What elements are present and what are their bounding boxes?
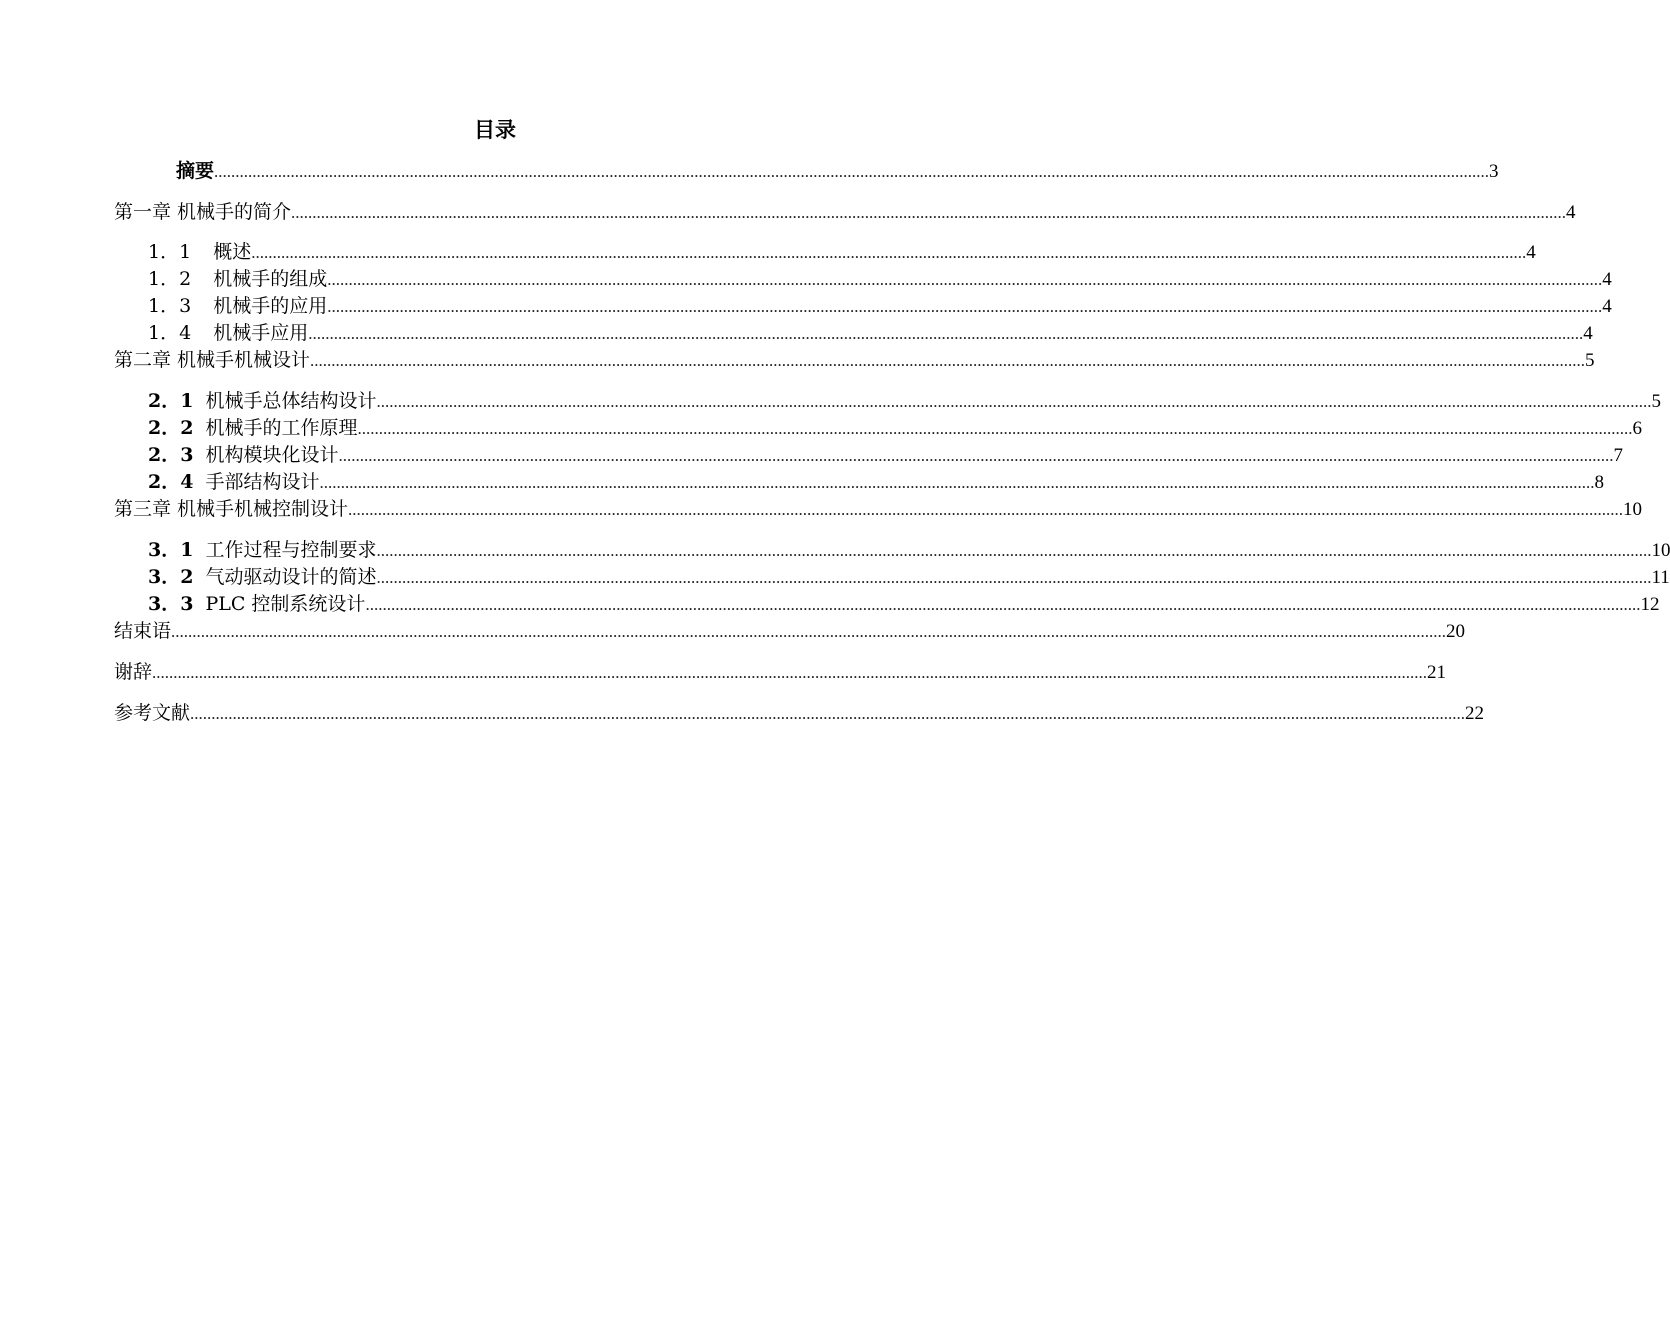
toc-entry-1-2[interactable] [148,264,1612,290]
toc-entry-references[interactable] [114,698,1485,724]
toc-entry-label: 第一章 机械手的简介 [114,201,292,223]
toc-entry-page: 4 [1602,269,1612,290]
toc-entry-page: 8 [1594,472,1604,493]
toc-entry-number: 2．2 [148,417,194,439]
toc-entry-conclusion[interactable] [114,616,1466,642]
toc-entry-1-4[interactable] [148,318,1593,344]
toc-entry-page: 10 [1623,499,1643,520]
toc-entry-3-3[interactable] [148,589,1660,615]
toc-entry-label: 气动驱动设计的简述 [205,566,377,588]
toc-title: 目录 [474,117,516,142]
toc-entry-page: 7 [1613,445,1623,466]
toc-entry-number: 2．1 [148,390,194,412]
toc-entry-1-3[interactable] [148,291,1612,317]
toc-entry-chapter-2[interactable] [114,345,1595,371]
toc-entry-2-3[interactable] [148,440,1623,466]
toc-entry-page: 5 [1585,350,1595,371]
toc-entry-page: 4 [1602,296,1612,317]
toc-entry-label: 第三章 机械手机械控制设计 [114,498,349,520]
dot-leader: ............................................................................................................................................................................................................................................................................................................ [171,622,1447,641]
toc-entry-chapter-1[interactable] [114,197,1576,223]
toc-entry-label: 机械手总体结构设计 [205,390,377,412]
toc-entry-label: 第二章 机械手机械设计 [114,349,311,371]
toc-entry-number: 3．1 [148,539,194,561]
toc-entry-label: 机械手的应用 [213,295,328,317]
toc-entry-label: 手部结构设计 [205,471,320,493]
toc-entry-number: 3．3 [148,593,194,615]
toc-entry-label: 工作过程与控制要求 [205,539,377,561]
toc-entry-3-2[interactable] [148,562,1670,588]
toc-entry-label: 机械手应用 [213,322,309,344]
toc-entry-2-1[interactable] [148,386,1661,412]
dot-leader: ............................................................................................................................................................................................................................................................................................................ [319,473,1595,492]
dot-leader: ............................................................................................................................................................................................................................................................................................................ [327,270,1603,289]
toc-entry-page: 21 [1427,662,1447,683]
toc-entry-label: 机械手的工作原理 [205,417,358,439]
toc-entry-acknowledgements[interactable] [114,657,1447,683]
toc-entry-label: 谢辞 [114,661,153,683]
dot-leader: ............................................................................................................................................................................................................................................................................................................ [308,324,1584,343]
dot-leader: ............................................................................................................................................................................................................................................................................................................ [376,568,1652,587]
toc-entry-page: 4 [1526,242,1536,263]
toc-entry-3-1[interactable] [148,535,1670,561]
dot-leader: ............................................................................................................................................................................................................................................................................................................ [365,595,1641,614]
dot-leader: ............................................................................................................................................................................................................................................................................................................ [357,419,1633,438]
dot-leader: ............................................................................................................................................................................................................................................................................................................ [251,243,1527,262]
toc-entry-number: 1．2 [148,268,192,290]
toc-entry-number: 3．2 [148,566,194,588]
toc-entry-2-4[interactable] [148,467,1604,493]
toc-entry-label: PLC 控制系统设计 [205,593,366,615]
toc-entry-number: 2．4 [148,471,194,493]
toc-entry-chapter-3[interactable] [114,494,1643,520]
dot-leader: ............................................................................................................................................................................................................................................................................................................ [291,203,1567,222]
toc-entry-number: 1．4 [148,322,192,344]
toc-entry-label: 摘要 [176,160,215,182]
toc-entry-label: 参考文献 [114,702,191,724]
toc-entry-number: 2．3 [148,444,194,466]
dot-leader: ............................................................................................................................................................................................................................................................................................................ [376,392,1652,411]
dot-leader: ............................................................................................................................................................................................................................................................................................................ [327,297,1603,316]
dot-leader: ............................................................................................................................................................................................................................................................................................................ [338,446,1614,465]
toc-entry-label: 结束语 [114,620,172,642]
toc-entry-2-2[interactable] [148,413,1642,439]
toc-entry-page: 3 [1489,161,1499,182]
toc-entry-number: 1．3 [148,295,192,317]
toc-entry-page: 20 [1446,621,1466,642]
toc-entry-label: 概述 [213,241,252,263]
dot-leader: ............................................................................................................................................................................................................................................................................................................ [348,500,1624,519]
toc-entry-page: 6 [1632,418,1642,439]
toc-entry-label: 机械手的组成 [213,268,328,290]
toc-entry-number: 1．1 [148,241,192,263]
dot-leader: ............................................................................................................................................................................................................................................................................................................ [190,704,1466,723]
dot-leader: ............................................................................................................................................................................................................................................................................................................ [152,663,1428,682]
toc-entry-page: 4 [1583,323,1593,344]
toc-entry-page: 5 [1651,391,1661,412]
toc-entry-label: 机构模块化设计 [205,444,339,466]
toc-entry-abstract[interactable] [176,156,1499,182]
dot-leader: ............................................................................................................................................................................................................................................................................................................ [214,162,1490,181]
toc-entry-page: 10 [1651,540,1670,561]
toc-entry-page: 12 [1640,594,1660,615]
toc-entry-1-1[interactable] [148,237,1536,263]
dot-leader: ............................................................................................................................................................................................................................................................................................................ [376,541,1652,560]
toc-entry-page: 22 [1465,703,1485,724]
toc-entry-page: 4 [1566,202,1576,223]
toc-entry-page: 11 [1651,567,1670,588]
dot-leader: ............................................................................................................................................................................................................................................................................................................ [310,351,1586,370]
